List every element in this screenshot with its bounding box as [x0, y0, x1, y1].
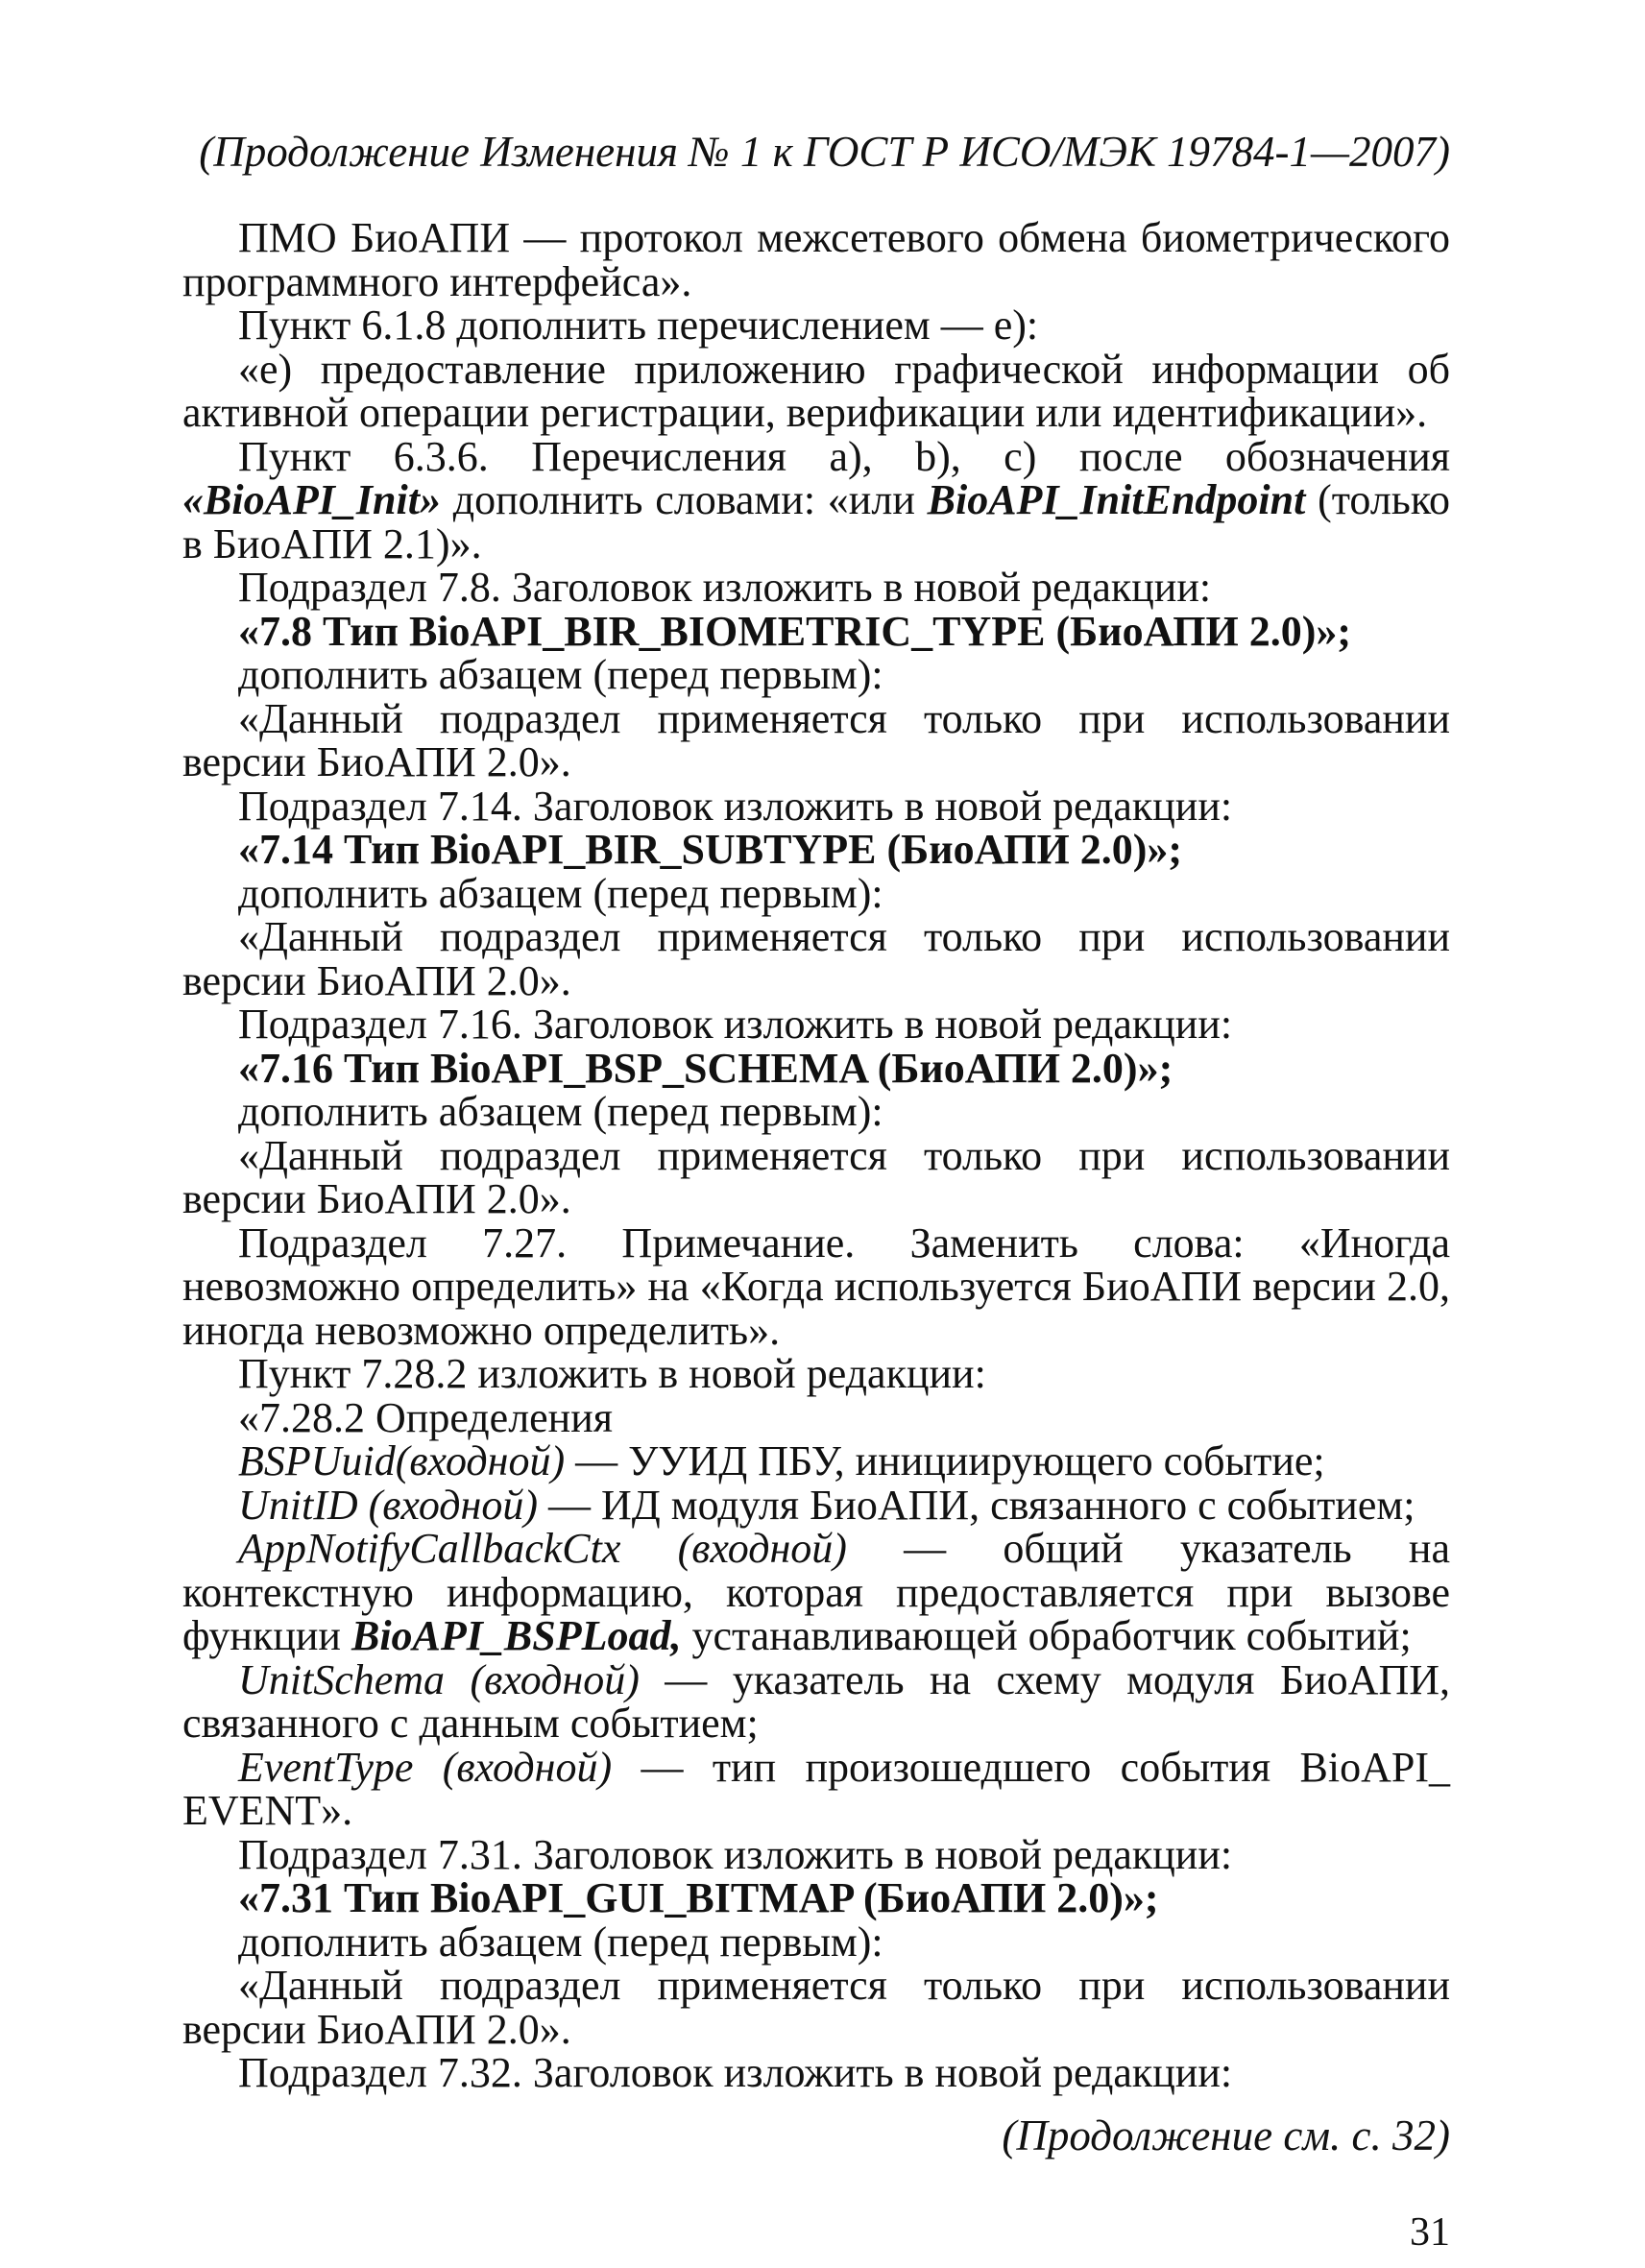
paragraph: ПМО БиоАПИ — протокол межсетевого обмена биометрического программного интерфейса». — [182, 214, 1450, 305]
definition-term: BSPUuid(входной) — [238, 1437, 566, 1484]
definition-item — [182, 1743, 1450, 1834]
paragraph: дополнить абзацем (перед первым): — [238, 869, 883, 917]
code-term: BioAPI_BSPLoad, — [351, 1612, 682, 1659]
definition-text: — указатель на схему модуля БиоАПИ, связанного с данным событием; — [182, 1655, 1450, 1747]
paragraph: Пункт 6.1.8 дополнить перечислением — е): — [238, 302, 1039, 349]
paragraph: «е) предоставление приложению графической информации об активной операции регистрации, верификации или идентификации». — [182, 345, 1450, 436]
paragraph: Подраздел 7.14. Заголовок изложить в новой редакции: — [238, 782, 1233, 830]
paragraph: «Данный подраздел применяется только при использовании версии БиоАПИ 2.0». — [182, 913, 1450, 1004]
subsection-heading: «7.8 Тип BioAPI_BIR_BIOMETRIC_TYPE (БиоАПИ 2.0)»; — [238, 607, 1352, 655]
paragraph: «Данный подраздел применяется только при использовании версии БиоАПИ 2.0». — [182, 1962, 1450, 2053]
code-term: BioAPI_InitEndpoint — [927, 476, 1306, 523]
definition-text: — тип произошедшего события BioAPI_ EVENT». — [182, 1743, 1450, 1834]
definition-term: UnitID (входной) — [238, 1481, 538, 1529]
definition-item — [182, 1527, 1450, 1658]
paragraph: «Данный подраздел применяется только при использовании версии БиоАПИ 2.0». — [182, 694, 1450, 785]
paragraph: Подраздел 7.16. Заголовок изложить в новой редакции: — [238, 1001, 1233, 1048]
page-number: 31 — [1410, 2210, 1450, 2255]
code-term: «BioAPI_Init» — [182, 476, 441, 523]
paragraph: дополнить абзацем (перед первым): — [238, 1088, 883, 1135]
definition-text: — общий указатель на контекстную информацию, которая предоставляется при вызове функции — [182, 1525, 1450, 1659]
paragraph: Подраздел 7.31. Заголовок изложить в новой редакции: — [238, 1830, 1233, 1878]
definition-term: EventType (входной) — [238, 1743, 613, 1791]
definition-text: устанавливающей обработчик событий; — [681, 1612, 1412, 1659]
text-span: дополнить словами: «или — [440, 476, 928, 523]
subsection-heading: «7.16 Тип BioAPI_BSP_SCHEMA (БиоАПИ 2.0)»; — [238, 1044, 1173, 1092]
text-span: Пункт 6.3.6. Перечисления а), b), с) после обозначения — [238, 432, 1450, 480]
paragraph — [182, 432, 1451, 567]
text-span: (только в БиоАПИ 2.1)». — [182, 476, 1451, 567]
definition-text: — УУИД ПБУ, инициирующего событие; — [565, 1437, 1325, 1484]
subsection-heading: «7.14 Тип BioAPI_BIR_SUBTYPE (БиоАПИ 2.0)»; — [238, 826, 1183, 873]
document-body — [182, 216, 1450, 2095]
definition-item — [182, 1481, 1450, 1529]
continuation-footer: (Продолжение см. с. 32) — [1002, 2111, 1450, 2159]
definition-term: UnitSchema (входной) — [238, 1655, 640, 1703]
paragraph: дополнить абзацем (перед первым): — [238, 651, 883, 698]
paragraph: Подраздел 7.27. Примечание. Заменить слова: «Иногда невозможно определить» на «Когда используется БиоАПИ версии 2.0, иногда невозможно определить». — [182, 1218, 1450, 1354]
definition-text: — ИД модуля БиоАПИ, связанного с событием; — [538, 1481, 1415, 1529]
paragraph: Пункт 7.28.2 изложить в новой редакции: — [238, 1350, 986, 1397]
definition-item — [182, 1439, 1450, 1484]
paragraph: Подраздел 7.32. Заголовок изложить в новой редакции: — [238, 2049, 1233, 2096]
subsection-heading: «7.31 Тип BioAPI_GUI_BITMAP (БиоАПИ 2.0)»; — [238, 1874, 1159, 1921]
paragraph: дополнить абзацем (перед первым): — [238, 1918, 883, 1966]
paragraph: «Данный подраздел применяется только при использовании версии БиоАПИ 2.0». — [182, 1131, 1450, 1222]
continuation-header: (Продолжение Изменения № 1 к ГОСТ Р ИСО/МЭК 19784-1—2007) — [199, 128, 1450, 176]
definition-term: AppNotifyCallbackCtx (входной) — [238, 1525, 847, 1572]
definition-item — [182, 1655, 1450, 1747]
paragraph: «7.28.2 Определения — [238, 1393, 614, 1441]
paragraph: Подраздел 7.8. Заголовок изложить в новой редакции: — [238, 564, 1212, 611]
